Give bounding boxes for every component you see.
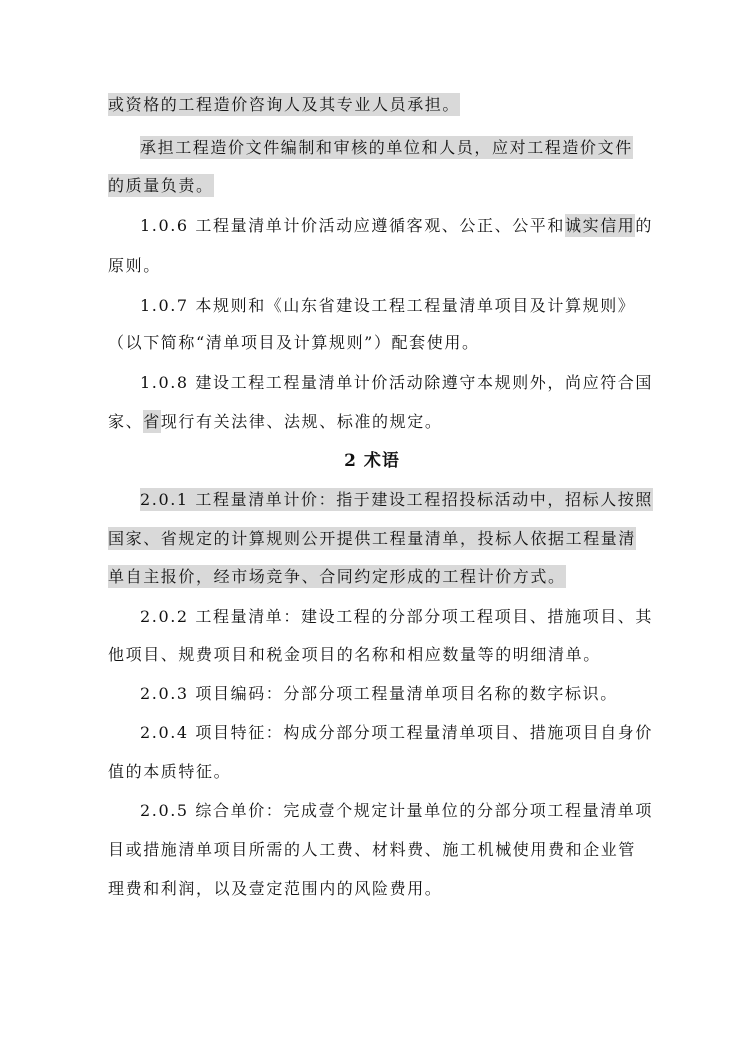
paragraph-line: 目或措施清单项目所需的人工费、材料费、施工机械使用费和企业管 [108,840,637,859]
paragraph-line: 1.0.8 建设工程工程量清单计价活动除遵守本规则外，尚应符合国 [140,373,653,392]
paragraph-line [108,412,442,432]
paragraph-line: （以下简称“清单项目及计算规则”）配套使用。 [108,333,480,352]
highlighted-text: 国家、省规定的计算规则公开提供工程量清单，投标人依据工程量清 [108,529,637,548]
paragraph-line: 2.0.5 综合单价：完成壹个规定计量单位的分部分项工程量清单项 [140,801,653,820]
paragraph-line [108,176,214,196]
paragraph-line [108,567,566,587]
paragraph-line [140,490,653,510]
paragraph-line: 2.0.4 项目特征：构成分部分项工程量清单项目、措施项目自身价 [140,723,653,742]
highlighted-text: 的质量负责。 [108,176,214,195]
highlighted-text: 2.0.1 工程量清单计价：指于建设工程招投标活动中，招标人按照 [140,490,653,509]
paragraph-line [140,216,653,236]
paragraph-line: 他项目、规费项目和税金项目的名称和相应数量等的明细清单。 [108,645,601,664]
section-heading: 2 术语 [344,451,400,471]
paragraph-line [140,138,633,158]
highlighted-text: 省 [143,412,161,431]
clause-text: 1.0.6 工程量清单计价活动应遵循客观、公正、公平和 [140,216,565,235]
highlighted-text: 诚实信用 [565,216,636,235]
highlighted-text: 单自主报价，经市场竞争、合同约定形成的工程计价方式。 [108,567,566,586]
paragraph-line: 1.0.7 本规则和《山东省建设工程工程量清单项目及计算规则》 [140,296,636,315]
clause-text: 现行有关法律、法规、标准的规定。 [160,412,443,431]
clause-text: 的 [635,216,654,235]
clause-text: 家、 [108,412,144,431]
paragraph-line [108,529,636,549]
paragraph-line: 值的本质特征。 [108,762,232,781]
paragraph-line: 2.0.3 项目编码：分部分项工程量清单项目名称的数字标识。 [140,684,618,703]
paragraph-line: 理费和利润，以及壹定范围内的风险费用。 [108,879,443,898]
highlighted-text: 或资格的工程造价咨询人及其专业人员承担。 [108,95,461,114]
paragraph-line [108,95,460,115]
paragraph-line: 原则。 [108,256,161,275]
highlighted-text: 承担工程造价文件编制和审核的单位和人员，应对工程造价文件 [140,138,633,157]
paragraph-line: 2.0.2 工程量清单：建设工程的分部分项工程项目、措施项目、其 [140,607,653,626]
